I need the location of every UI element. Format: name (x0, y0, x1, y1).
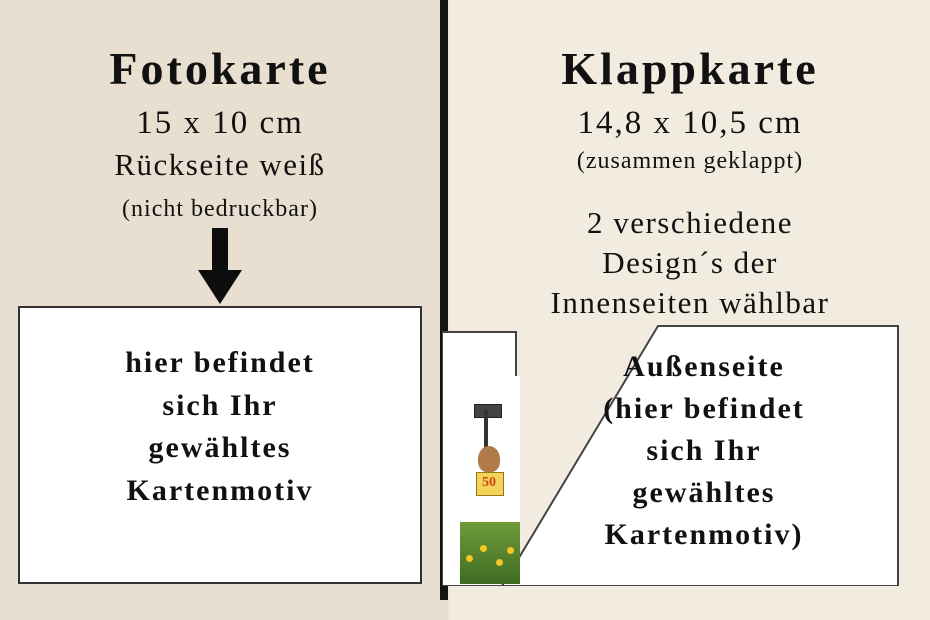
klapp-karte-placeholder-text (502, 346, 906, 556)
left-backside: Rückseite weiß (114, 147, 326, 182)
down-arrow-icon (196, 228, 244, 306)
right-feature-line-1: 2 verschiedene (586, 205, 794, 240)
foto-karte-preview (18, 306, 422, 584)
left-backside-note: (nicht bedruckbar) (122, 196, 318, 222)
foto-card-line-2: sich Ihr (162, 388, 278, 422)
motif-flower (466, 555, 473, 562)
right-size: 14,8 x 10,5 cm (577, 105, 803, 141)
foto-karte-placeholder-text (20, 342, 420, 512)
right-size-note: (zusammen geklappt) (576, 148, 804, 174)
klapp-card-line-5: Kartenmotiv) (604, 518, 804, 551)
foto-card-line-3: gewähltes (148, 431, 292, 465)
right-feature-line-2: Design´s der (602, 245, 778, 280)
klapp-card-line-4: gewähltes (632, 476, 776, 509)
left-size: 15 x 10 cm (136, 105, 304, 141)
klapp-card-line-1: Außenseite (623, 350, 785, 383)
foto-card-line-1: hier befindet (125, 346, 315, 379)
motif-flower (496, 559, 503, 566)
motif-post (484, 410, 488, 450)
left-title: Fotokarte (109, 43, 331, 94)
motif-sign-icon (474, 404, 502, 418)
motif-balloon-number: 50 (482, 475, 496, 490)
motif-flower (480, 545, 487, 552)
foto-card-line-4: Kartenmotiv (126, 473, 314, 507)
right-feature-line-3: Innenseiten wählbar (550, 285, 830, 320)
klapp-card-line-2: (hier befindet (603, 392, 805, 425)
divider-gap (440, 600, 448, 620)
klapp-card-line-3: sich Ihr (646, 434, 762, 467)
klapp-karte-preview (442, 324, 912, 586)
right-title: Klappkarte (561, 43, 819, 94)
motif-balloon-icon (478, 446, 500, 472)
